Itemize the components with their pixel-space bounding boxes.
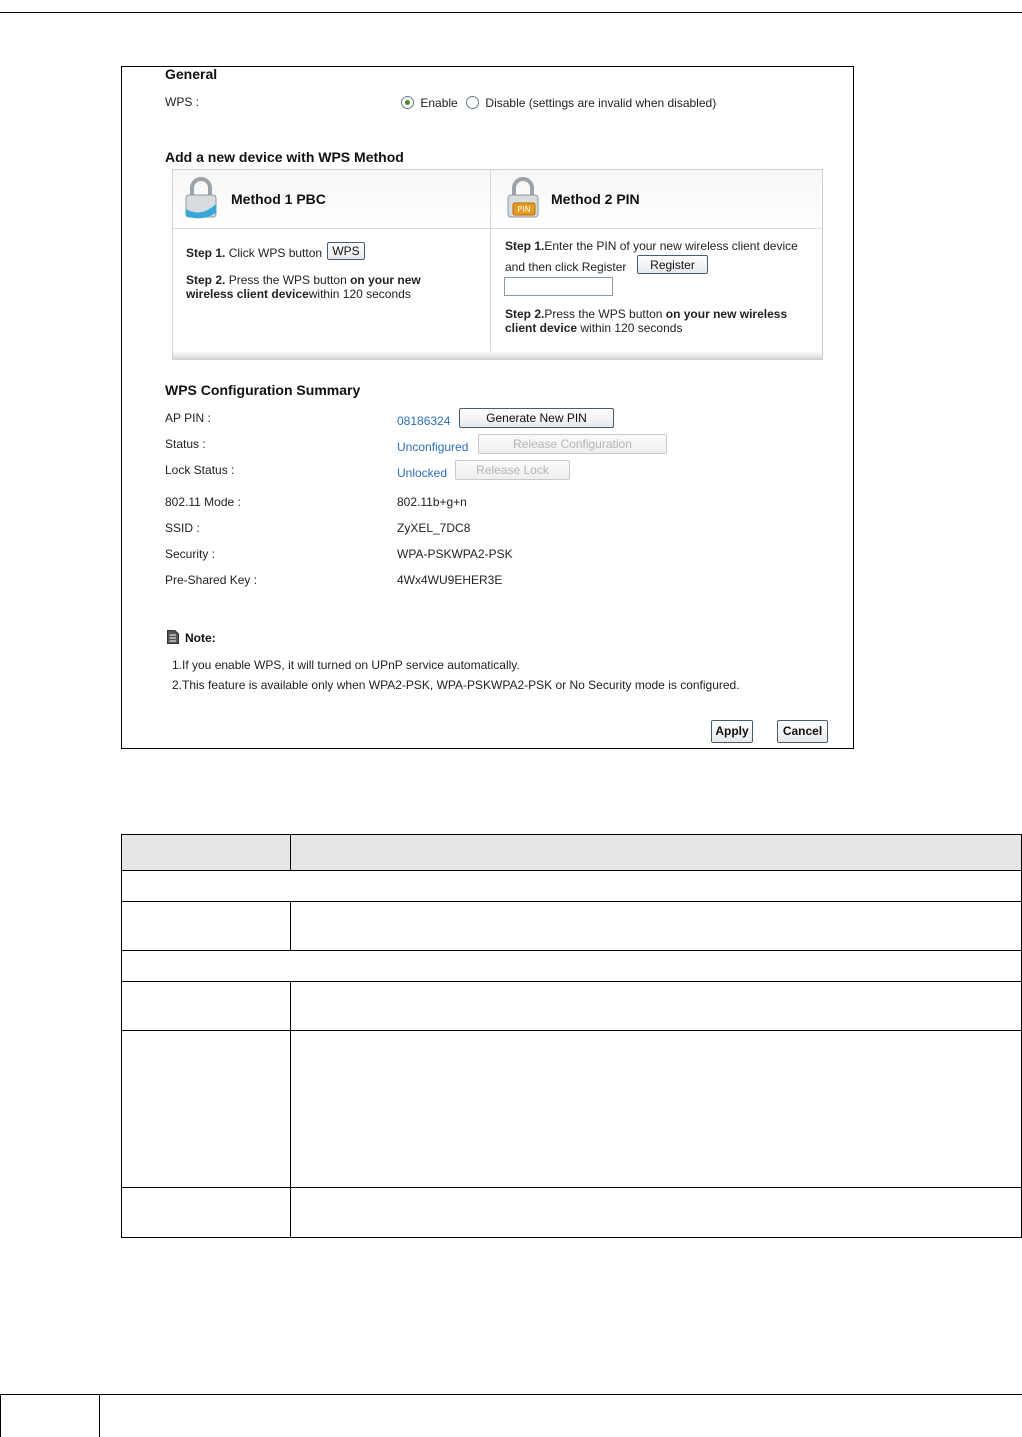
lock-icon <box>183 176 219 220</box>
method-divider <box>490 170 491 353</box>
table-section-row <box>122 871 1022 902</box>
page-number-box <box>0 1394 100 1437</box>
top-rule <box>0 12 1022 13</box>
enable-label: Enable <box>420 96 458 110</box>
disable-radio[interactable] <box>466 96 479 109</box>
table-cell <box>291 1188 1022 1238</box>
method2-step2-bold: Step 2. <box>505 307 545 321</box>
mode-label: 802.11 Mode : <box>165 495 241 509</box>
status-value: Unconfigured <box>397 440 469 454</box>
ap-pin-value: 08186324 <box>397 414 451 428</box>
method2-title: Method 2 PIN <box>551 191 640 207</box>
disable-label: Disable (settings are invalid when disabled) <box>485 96 717 110</box>
table-row <box>122 982 1022 1031</box>
table-cell <box>122 982 291 1031</box>
note-line-1: 1.If you enable WPS, it will turned on UPnP service automatically. <box>172 658 520 672</box>
table-header-row <box>122 835 1022 871</box>
method2-step1-line2: and then click Register <box>505 260 627 274</box>
pin-lock-icon <box>505 176 541 220</box>
mode-value: 802.11b+g+n <box>397 495 467 509</box>
method2-step2 <box>505 307 815 335</box>
method2-step2-bold2: on your new wireless client device <box>505 307 788 335</box>
method2-step2-text: Press the WPS button <box>544 307 666 321</box>
wps-push-button[interactable]: WPS <box>327 242 365 260</box>
method1-step2-text: Press the WPS button <box>225 273 351 287</box>
ssid-value: ZyXEL_7DC8 <box>397 521 471 535</box>
table-cell <box>122 871 1022 902</box>
table-cell <box>122 951 1022 982</box>
table-header-cell <box>122 835 291 871</box>
method1-step1-text: Click WPS button <box>225 246 323 260</box>
method1-step1 <box>186 246 322 260</box>
method2-step1-text: Enter the PIN of your new wireless client device <box>544 239 798 253</box>
wps-radio-group <box>401 96 716 110</box>
methods-footer-shade <box>173 351 822 359</box>
method2-step1 <box>505 239 798 253</box>
method2-step1-bold: Step 1. <box>505 239 545 253</box>
method1-step2 <box>186 273 446 301</box>
note-heading: Note: <box>185 631 216 645</box>
table-row <box>122 1031 1022 1188</box>
register-button[interactable]: Register <box>637 255 708 274</box>
method2-step2-text2: within 120 seconds <box>577 321 683 335</box>
pin-badge-text: PIN <box>517 205 531 214</box>
wps-label: WPS : <box>165 95 200 109</box>
table-cell <box>122 902 291 951</box>
note-icon <box>167 630 179 644</box>
table-cell <box>291 982 1022 1031</box>
footer-rule <box>100 1394 1022 1395</box>
method1-title: Method 1 PBC <box>231 191 326 207</box>
status-label: Status : <box>165 437 206 451</box>
method1-step1-bold: Step 1. <box>186 246 226 260</box>
description-table <box>121 834 1022 1238</box>
add-device-heading: Add a new device with WPS Method <box>165 149 404 165</box>
table-row <box>122 902 1022 951</box>
table-cell <box>291 1031 1022 1188</box>
enable-radio[interactable] <box>401 96 414 109</box>
summary-heading: WPS Configuration Summary <box>165 382 361 398</box>
table-cell <box>122 1188 291 1238</box>
security-value: WPA-PSKWPA2-PSK <box>397 547 513 561</box>
pin-input[interactable] <box>504 277 613 296</box>
lock-status-label: Lock Status : <box>165 463 235 477</box>
ap-pin-label: AP PIN : <box>165 411 211 425</box>
psk-value: 4Wx4WU9EHER3E <box>397 573 503 587</box>
table-cell <box>122 1031 291 1188</box>
table-row <box>122 1188 1022 1238</box>
note-line-2: 2.This feature is available only when WPA2-PSK, WPA-PSKWPA2-PSK or No Security mode is configured. <box>172 678 740 692</box>
table-header-cell <box>291 835 1022 871</box>
table-section-row <box>122 951 1022 982</box>
method1-header <box>173 170 490 229</box>
ssid-label: SSID : <box>165 521 200 535</box>
method1-step2-bold: Step 2. <box>186 273 226 287</box>
psk-label: Pre-Shared Key : <box>165 573 258 587</box>
method1-step2-bold2: on your new wireless client device <box>186 273 421 301</box>
method1-step2-text2: within 120 seconds <box>308 287 411 301</box>
general-heading: General <box>165 66 218 82</box>
apply-button[interactable]: Apply <box>711 720 753 743</box>
release-lock-button[interactable]: Release Lock <box>455 460 570 480</box>
release-configuration-button[interactable]: Release Configuration <box>478 434 667 454</box>
generate-new-pin-button[interactable]: Generate New PIN <box>459 408 614 428</box>
table-cell <box>291 902 1022 951</box>
cancel-button[interactable]: Cancel <box>777 720 828 743</box>
security-label: Security : <box>165 547 216 561</box>
lock-status-value: Unlocked <box>397 466 448 480</box>
